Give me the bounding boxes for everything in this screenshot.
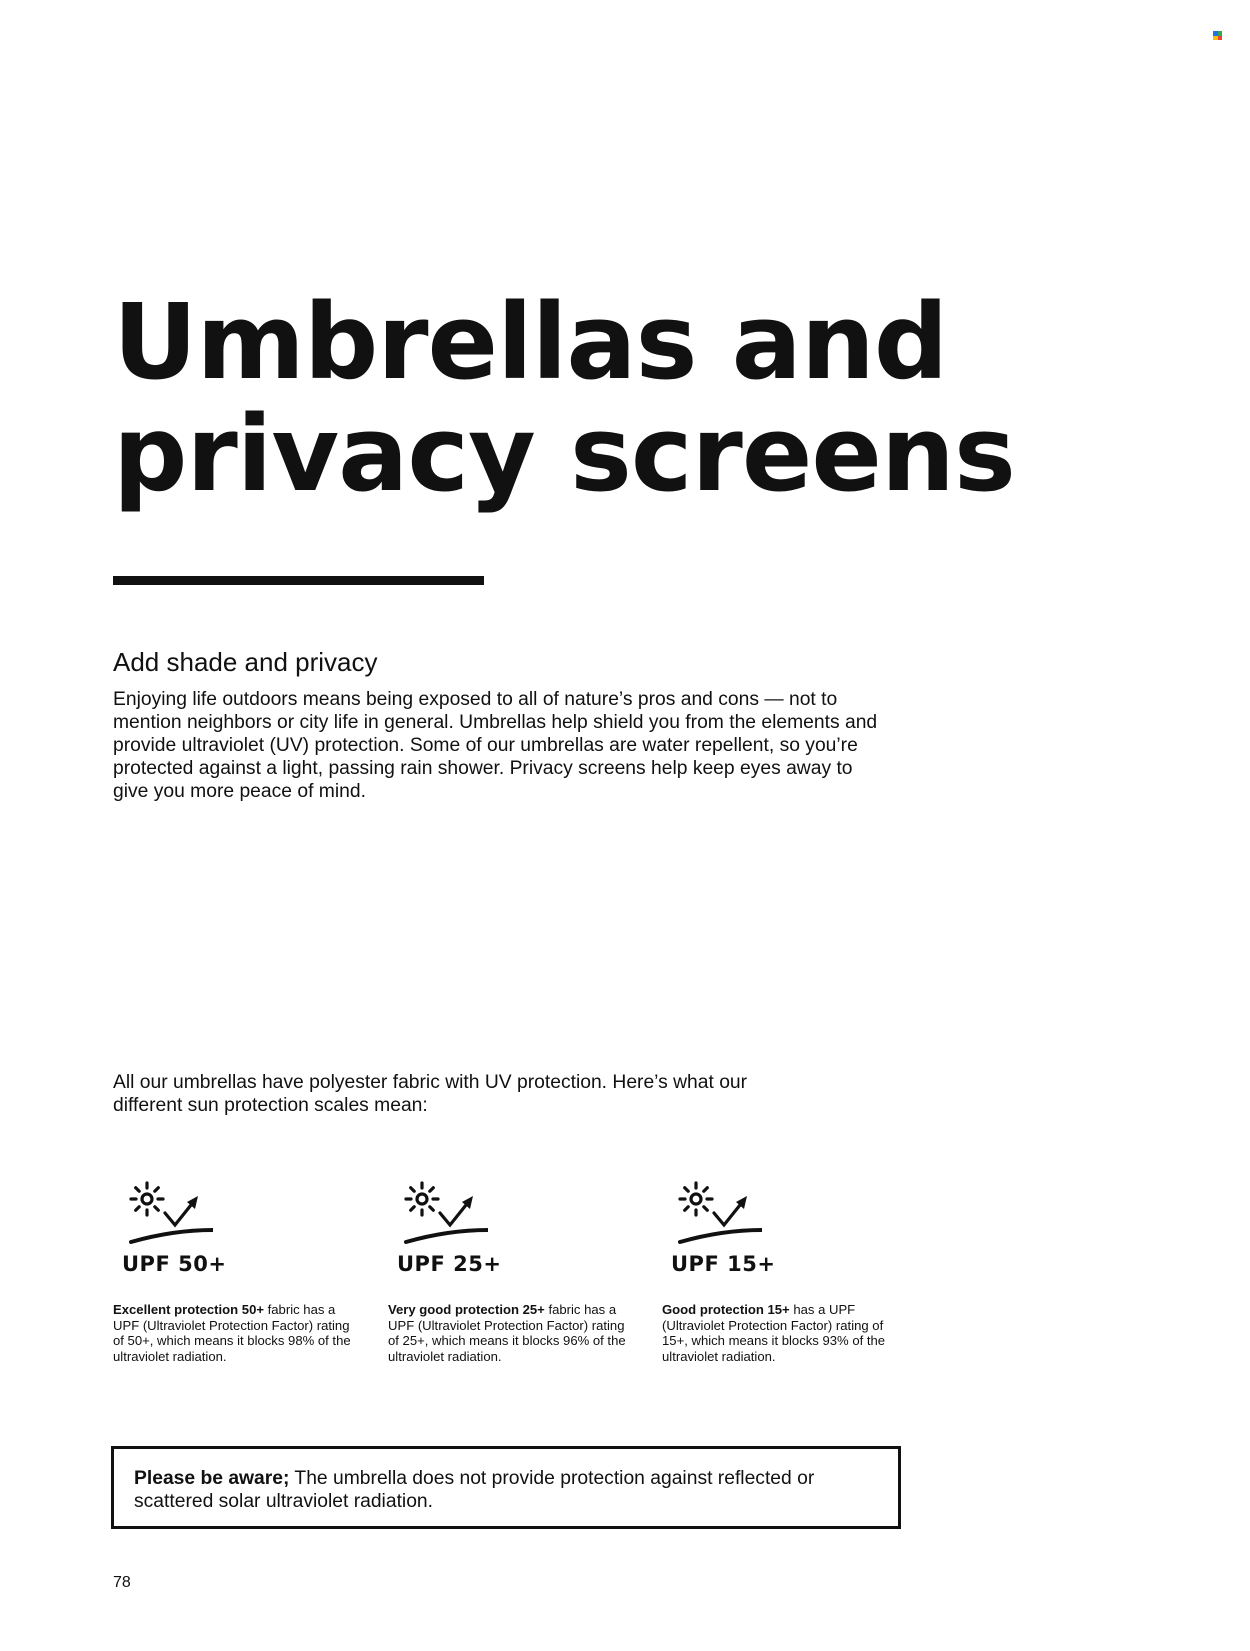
upf-description-text: has a UPF (Ultraviolet Protection Factor) rating of 15+, which means it blocks 93% of the ultraviolet radiation.	[662, 1302, 886, 1364]
uv-intro-paragraph: All our umbrellas have polyester fabric with UV protection. Here’s what our different sun protection scales mean:	[113, 1072, 748, 1116]
upf-label: UPF 15+	[671, 1252, 776, 1276]
sun-uv-deflect-icon	[113, 1175, 213, 1245]
intro-paragraph: Enjoying life outdoors means being exposed to all of nature’s pros and cons — not to mention neighbors or city life in general. Umbrellas help shield you from the elements and provide ultraviolet (UV) protection. Some of our umbrellas are water repellent, so you’re protected against a light, passing rain shower. Privacy screens help keep eyes away to give you more peace of mind.	[113, 689, 878, 802]
upf-description-text: fabric has a UPF (Ultraviolet Protection Factor) rating of 25+, which means it blocks 96% of the ultraviolet radiation.	[388, 1302, 626, 1364]
corner-color-mark	[1213, 31, 1222, 40]
notice-text: The umbrella does not provide protection against reflected or scattered solar ultraviolet radiation.	[134, 1468, 815, 1512]
section-heading: Add shade and privacy	[113, 647, 378, 677]
color-square-red	[1218, 36, 1223, 41]
upf-description-lead: Good protection 15+	[662, 1302, 790, 1317]
upf-description	[662, 1302, 912, 1364]
upf-description-text: fabric has a UPF (Ultraviolet Protection Factor) rating of 50+, which means it blocks 98% of the ultraviolet radiation.	[113, 1302, 351, 1364]
upf-label: UPF 25+	[397, 1252, 502, 1276]
upf-25-block	[388, 1175, 638, 1364]
page-title-line-1: Umbrellas and	[113, 281, 948, 403]
page-title	[113, 281, 1015, 515]
upf-description	[388, 1302, 638, 1364]
notice-lead: Please be aware;	[134, 1468, 290, 1489]
upf-50-block	[113, 1175, 363, 1364]
page-number: 78	[113, 1574, 131, 1591]
upf-description-lead: Very good protection 25+	[388, 1302, 545, 1317]
upf-description-lead: Excellent protection 50+	[113, 1302, 264, 1317]
upf-label: UPF 50+	[122, 1252, 227, 1276]
upf-description	[113, 1302, 363, 1364]
sun-uv-deflect-icon	[388, 1175, 488, 1245]
title-divider	[113, 576, 484, 585]
upf-15-block	[662, 1175, 912, 1364]
notice-box	[111, 1446, 901, 1529]
sun-uv-deflect-icon	[662, 1175, 762, 1245]
page-title-line-2: privacy screens	[113, 393, 1015, 515]
